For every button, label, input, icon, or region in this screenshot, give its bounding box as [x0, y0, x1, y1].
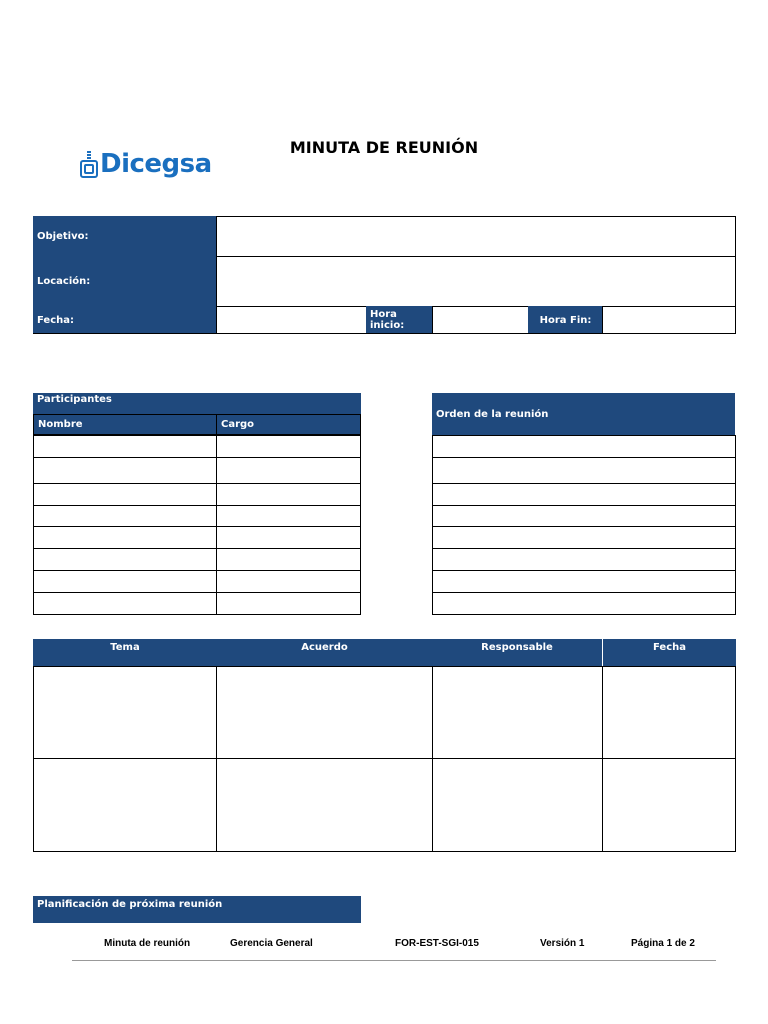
col-responsable: Responsable	[432, 639, 602, 666]
table-row	[34, 549, 361, 571]
col-cargo: Cargo	[216, 414, 361, 435]
logo-text: Dicegsa	[100, 149, 212, 179]
nombre-cell[interactable]	[34, 484, 217, 506]
table-row	[34, 436, 361, 458]
nombre-cell[interactable]	[34, 527, 217, 549]
footer-page: Página 1 de 2	[631, 938, 695, 949]
table-row	[34, 571, 361, 593]
footer-doc-name: Minuta de reunión	[104, 938, 191, 949]
responsable-cell[interactable]	[432, 666, 603, 759]
table-row	[433, 571, 736, 593]
logo-icon	[80, 150, 98, 178]
table-row	[433, 549, 736, 571]
table-row	[433, 484, 736, 506]
cargo-cell[interactable]	[217, 527, 361, 549]
orden-cell[interactable]	[433, 458, 736, 484]
tema-cell[interactable]	[33, 666, 217, 759]
table-row	[433, 436, 736, 458]
orden-cell[interactable]	[433, 549, 736, 571]
objetivo-label: Objetivo:	[33, 216, 217, 256]
cargo-cell[interactable]	[217, 593, 361, 615]
tema-cell[interactable]	[33, 758, 217, 852]
cargo-cell[interactable]	[217, 571, 361, 593]
table-row	[34, 527, 361, 549]
fecha-field[interactable]	[216, 306, 367, 334]
acuerdo-cell[interactable]	[216, 666, 433, 759]
cargo-cell[interactable]	[217, 484, 361, 506]
footer-area: Gerencia General	[230, 938, 313, 949]
locacion-label: Locación:	[33, 256, 217, 307]
nombre-cell[interactable]	[34, 549, 217, 571]
company-logo	[80, 146, 212, 182]
footer-version: Versión 1	[540, 938, 585, 949]
nombre-cell[interactable]	[34, 571, 217, 593]
hora-inicio-label: Hora inicio:	[366, 306, 433, 334]
table-row	[34, 484, 361, 506]
orden-cell[interactable]	[433, 506, 736, 527]
responsable-cell[interactable]	[432, 758, 603, 852]
participantes-title: Participantes	[33, 393, 361, 415]
col-tema: Tema	[33, 639, 217, 666]
col-fecha: Fecha	[602, 639, 736, 666]
orden-cell[interactable]	[433, 593, 736, 615]
participantes-table	[33, 435, 361, 615]
orden-cell[interactable]	[433, 571, 736, 593]
table-row	[34, 593, 361, 615]
orden-cell[interactable]	[433, 484, 736, 506]
nombre-cell[interactable]	[34, 506, 217, 527]
hora-inicio-field[interactable]	[432, 306, 529, 334]
orden-title: Orden de la reunión	[432, 393, 735, 435]
cargo-cell[interactable]	[217, 458, 361, 484]
fecha-cell[interactable]	[602, 666, 736, 759]
hora-fin-field[interactable]	[602, 306, 736, 334]
cargo-cell[interactable]	[217, 506, 361, 527]
table-row	[433, 506, 736, 527]
locacion-field[interactable]	[216, 256, 736, 307]
fecha-label: Fecha:	[33, 306, 217, 334]
orden-table	[432, 435, 736, 615]
cargo-cell[interactable]	[217, 436, 361, 458]
cargo-cell[interactable]	[217, 549, 361, 571]
acuerdo-cell[interactable]	[216, 758, 433, 852]
orden-cell[interactable]	[433, 527, 736, 549]
col-acuerdo: Acuerdo	[216, 639, 433, 666]
document-title: MINUTA DE REUNIÓN	[289, 138, 479, 157]
table-row	[34, 506, 361, 527]
fecha-cell[interactable]	[602, 758, 736, 852]
planificacion-title: Planificación de próxima reunión	[33, 896, 361, 923]
objetivo-field[interactable]	[216, 216, 736, 257]
table-row	[433, 527, 736, 549]
orden-cell[interactable]	[433, 436, 736, 458]
table-row	[433, 593, 736, 615]
table-row	[34, 458, 361, 484]
col-nombre: Nombre	[33, 414, 217, 435]
nombre-cell[interactable]	[34, 436, 217, 458]
footer-divider	[72, 960, 716, 961]
footer-code: FOR-EST-SGI-015	[395, 938, 479, 949]
hora-fin-label: Hora Fin:	[528, 306, 603, 334]
nombre-cell[interactable]	[34, 593, 217, 615]
info-bottom-border	[33, 333, 736, 334]
table-row	[433, 458, 736, 484]
nombre-cell[interactable]	[34, 458, 217, 484]
